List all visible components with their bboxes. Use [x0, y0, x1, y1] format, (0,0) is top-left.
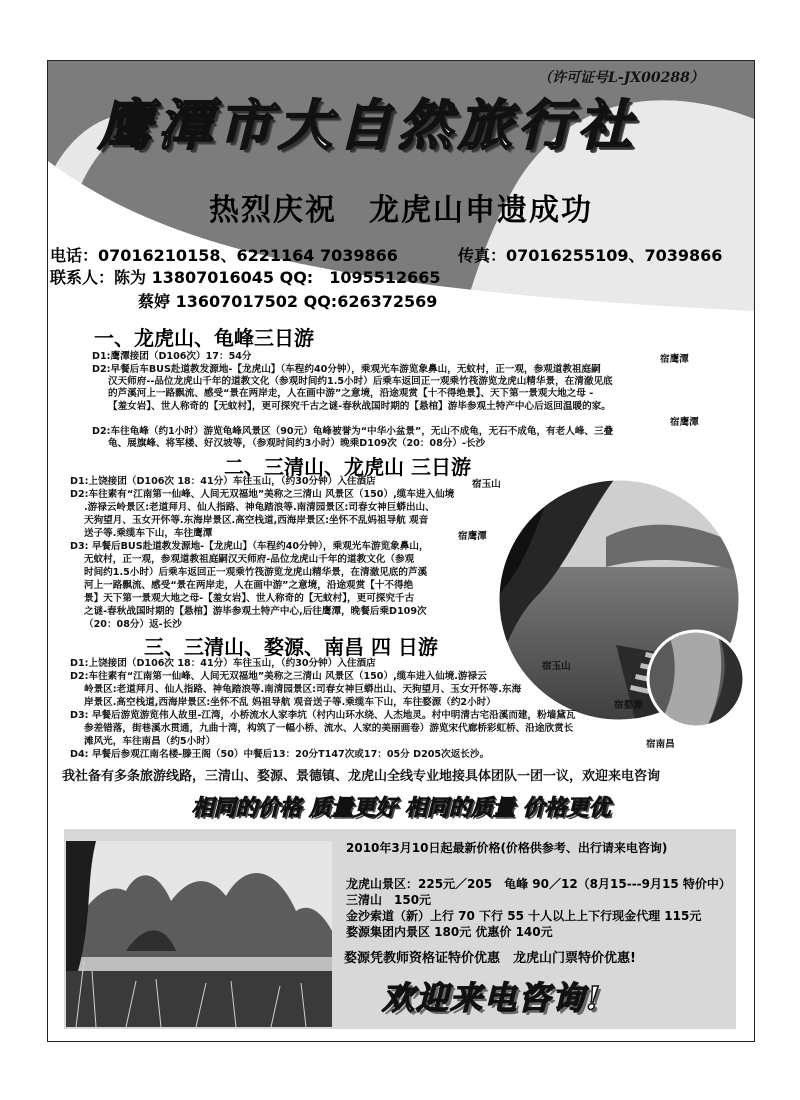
route-1-line: 【羞女岩】、世人称奇的【无蚊村】，更可探究千古之谜-春秋战国时期的【悬棺】游毕参观土特产中心后返回温暖的家。 — [108, 401, 611, 412]
route-2-line: D1:上饶接团（D106次 18：41分）车往玉山，（约30分钟）入住酒店 — [70, 476, 376, 487]
cliff-photo — [646, 629, 746, 729]
route-2-line: D2:车往素有“江南第一仙峰、人间无双福地”美称之三清山 风景区（150）,缆车进入仙境 — [70, 489, 455, 500]
route-2-title: 二、三清山、龙虎山 三日游 — [224, 455, 471, 479]
phone-line: 电话：07016210158、6221164 7039866 — [50, 246, 398, 265]
route-3-line: 滩风光，车往南昌（约5小时） — [84, 736, 216, 747]
route-3-line: 岸景区.高空栈道,西海岸景区:坐怀不乱 妈祖导航 观音送子等.乘缆车下山，车往婺源（约2小时） — [84, 697, 496, 708]
route-3-line: 岭景区:老道拜月、仙人指路、神龟踏浪等.南清园景区:司春女神巨蟒出山、天狗望月、玉女开怀等.东海 — [84, 684, 522, 695]
route-2-line: D3: 早餐后BUS赴道教发源地-【龙虎山】（车程约40分钟），乘观光车游览象鼻山， — [70, 541, 429, 552]
route-3-line: D2:车往素有“江南第一仙峰、人间无双福地”美称之三清山 风景区（150）,缆车进入仙境.游禄云 — [70, 671, 487, 682]
fax-line: 传真：07016255109、7039866 — [458, 246, 723, 265]
route-3-title: 三、三清山、婺源、南昌 四 日游 — [144, 635, 438, 659]
price-cable-car: 金沙索道（新）上行 70 下行 55 十人以上上下行现金代理 115元 — [346, 909, 702, 923]
route-1-line: 的芦溪河上一路飘流、感受“景在两岸走，人在画中游”之意境，沿途观赏【十不得绝景】、天下第一景观大地之母 - — [108, 388, 594, 399]
price-longhu-guifeng: 龙虎山景区：225元／205 龟峰 90／12（8月15---9月15 特价中） — [346, 877, 731, 891]
route-2-stay-note: 宿鹰潭 — [458, 531, 487, 542]
route-1-line: D1:鹰潭接团（D106次）17：54分 — [92, 351, 252, 362]
route-2-line: 之谜-春秋战国时期的【悬棺】游毕参观土特产中心,后往鹰潭，晚餐后乘D109次 — [84, 606, 427, 617]
price-sanqing: 三清山 150元 — [346, 893, 432, 907]
route-3-line: D1:上饶接团（D106次 18：41分）车往玉山，（约30分钟）入住酒店 — [70, 658, 376, 669]
route-3-stay-note: 宿婺源 — [614, 700, 643, 711]
contact-person-2: 蔡婷 13607017502 QQ:626372569 — [138, 292, 438, 311]
license-number: （许可证号L-JX00288） — [538, 70, 704, 86]
route-1-title: 一、龙虎山、龟峰三日游 — [94, 326, 314, 350]
welcome-call: 欢迎来电咨询! — [382, 979, 603, 1017]
agency-name: 鹰潭市大自然旅行社 — [98, 93, 638, 157]
route-2-line: 送子等.乘缆车下山，车往鹰潭 — [84, 528, 213, 539]
route-2-line: 时间约1.5小时）后乘车返回正一观乘竹筏游览龙虎山精华景，在清澈见底的芦溪 — [84, 567, 428, 578]
price-heading: 2010年3月10日起最新价格(价格供参考、出行请来电咨询) — [346, 841, 668, 855]
route-2-line: .游禄云岭景区:老道拜月、仙人指路、神龟踏浪等.南清园景区:司春女神巨蟒出山、 — [84, 502, 435, 513]
route-2-line: 无蚊村，正一观，参观道教祖庭嗣汉天师府-品位龙虎山千年的道教文化（参观 — [84, 554, 415, 565]
price-wuyuan: 婺源集团内景区 180元 优惠价 140元 — [346, 925, 553, 939]
route-3-line: D3: 早餐后游览游览伟人故里-江湾，小桥流水人家李坑（村内山环水绕、人杰地灵。村中明清古宅沿溪而建，粉墙黛瓦 — [70, 710, 576, 721]
route-3-line: 参差错落，街巷溪水贯通，九曲十湾，构筑了一幅小桥、流水、人家的美丽画卷）游览宋代廊桥彩虹桥、沿途欣赏长 — [84, 723, 574, 734]
headline: 热烈庆祝 龙虎山申遗成功 — [209, 193, 593, 228]
route-3-stay-note: 宿南昌 — [646, 739, 675, 750]
route-2-line: （20：08分）返-长沙 — [84, 619, 182, 630]
karst-landscape-photo — [66, 841, 332, 1027]
agency-intro: 我社备有多条旅游线路，三清山、婺源、景德镇、龙虎山全线专业地接具体团队一团一议，欢迎来电咨询 — [62, 769, 661, 784]
route-1-line: D2:早餐后车BUS赴道教发源地-【龙虎山】（车程约40分钟），乘观光车游览象鼻山，无蚊村，正一观，参观道教祖庭嗣 — [92, 364, 601, 375]
route-1-stay-note: 宿鹰潭 — [660, 354, 689, 365]
route-1-line: D2:车往龟峰（约1小时）游览龟峰风景区（90元）龟峰被誉为“中华小盆景”，无山不成龟，无石不成龟，有老人峰、三叠 — [92, 426, 614, 437]
route-1-line: 龟、展旗峰、将军楼、好汉坡等，（参观时间约3小时）晚乘D109次（20：08分）-长沙 — [108, 438, 486, 449]
route-2-line: 天狗望月、玉女开怀等.东海岸景区.高空栈道,西海岸景区:坐怀不乱妈祖导航 观音 — [84, 515, 429, 526]
route-1-line: 汉天师府--品位龙虎山千年的道教文化（参观时间约1.5小时）后乘车返回正一观乘竹筏游览龙虎山精华景，在清澈见底 — [108, 376, 613, 387]
promo-offer: 婺源凭教师资格证特价优惠 龙虎山门票特价优惠! — [344, 951, 636, 966]
slogan: 相同的价格 质量更好 相同的质量 价格更优 — [191, 795, 611, 821]
route-3-stay-note: 宿玉山 — [542, 661, 571, 672]
route-3-line: D4: 早餐后参观江南名楼-滕王阁（50）中餐后13：20分T147次或17：05分 D205次返长沙。 — [70, 749, 490, 760]
flyer — [47, 60, 755, 1042]
route-2-line: 河上一路飘流、感受“景在两岸走，人在画中游”之意境，沿途观赏【十不得绝 — [84, 580, 414, 591]
route-1-stay-note: 宿鹰潭 — [670, 417, 699, 428]
route-2-line: 景】天下第一景观大地之母-【羞女岩】、世人称奇的【无蚊村】，更可探究千古 — [84, 593, 415, 604]
route-2-stay-note: 宿玉山 — [472, 479, 501, 490]
contact-person-1: 联系人：陈为 13807016045 QQ: 1095512665 — [50, 268, 441, 287]
